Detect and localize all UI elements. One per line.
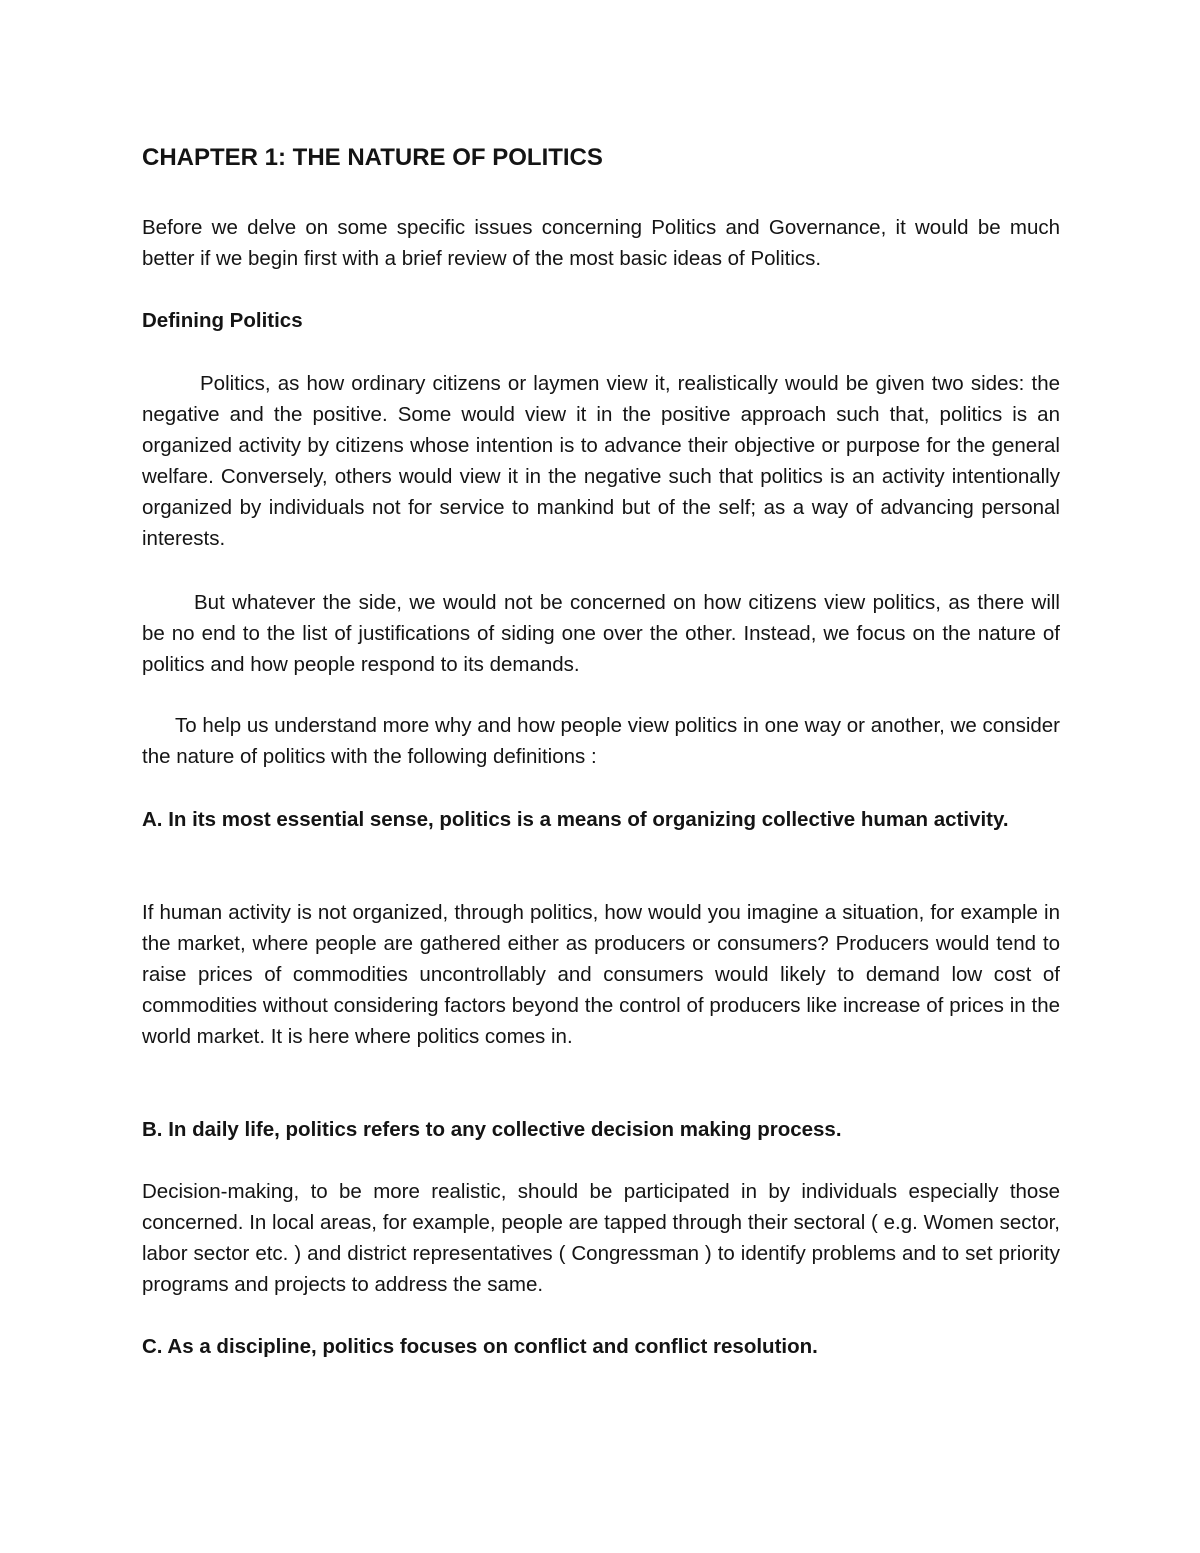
- intro-paragraph: Before we delve on some specific issues concerning Politics and Governance, it would be much better if we begin first with a brief review of the most basic ideas of Politics.: [142, 216, 1060, 270]
- defining-politics-heading: Defining Politics: [142, 309, 303, 332]
- definition-a-heading: A. In its most essential sense, politics is a means of organizing collective human activity.: [142, 808, 1009, 831]
- chapter-title: CHAPTER 1: THE NATURE OF POLITICS: [142, 144, 603, 171]
- definition-c-heading: C. As a discipline, politics focuses on conflict and conflict resolution.: [142, 1335, 818, 1358]
- definition-b-heading: B. In daily life, politics refers to any collective decision making process.: [142, 1118, 842, 1141]
- paragraph-whatever-side: But whatever the side, we would not be concerned on how citizens view politics, as there will be no end to the list of justifications of siding one over the other. Instead, we focus on the nature of politics and how people respond to its demands.: [142, 591, 1060, 676]
- paragraph-two-sides: Politics, as how ordinary citizens or laymen view it, realistically would be given two sides: the negative and the positive. Some would view it in the positive approach such that, politics is an organized activity by citizens whose intention is to advance their objective or purpose for the general welfare. Conversely, others would view it in the negative such that politics is an activity intentionally organized by individuals not for service to mankind but of the self; as a way of advancing personal interests.: [142, 372, 1060, 550]
- definition-a-body: If human activity is not organized, through politics, how would you imagine a situation, for example in the market, where people are gathered either as producers or consumers? Producers would tend to raise prices of commodities uncontrollably and consumers would likely to demand low cost of commodities without considering factors beyond the control of producers like increase of prices in the world market. It is here where politics comes in.: [142, 901, 1060, 1048]
- definition-b-body: Decision-making, to be more realistic, should be participated in by individuals especially those concerned. In local areas, for example, people are tapped through their sectoral ( e.g. Women sector, labor sector etc. ) and district representatives ( Congressman ) to identify problems and to set priority programs and projects to address the same.: [142, 1180, 1060, 1296]
- paragraph-help-understand: To help us understand more why and how people view politics in one way or another, we consider the nature of politics with the following definitions :: [142, 714, 1060, 768]
